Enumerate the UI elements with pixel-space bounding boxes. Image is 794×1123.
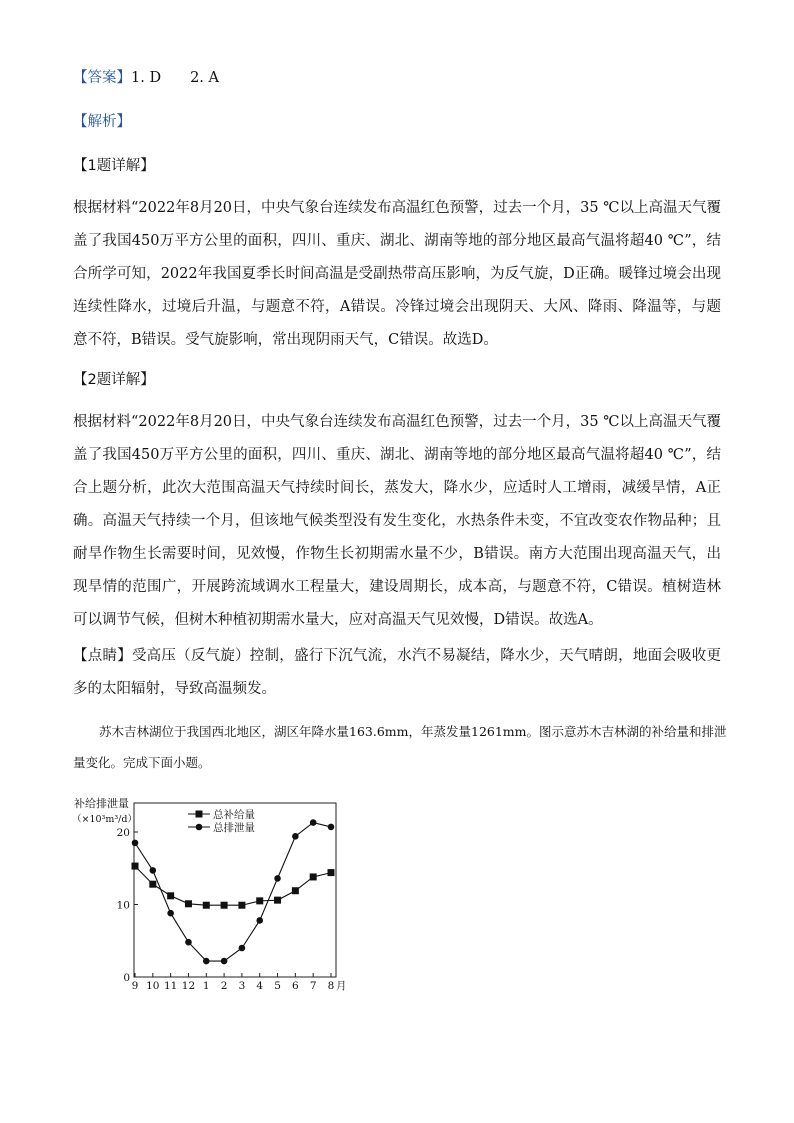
recharge-point — [221, 902, 228, 909]
recharge-point — [132, 863, 139, 870]
answer-line — [73, 68, 219, 88]
discharge-point — [310, 819, 317, 826]
recharge-point — [328, 869, 335, 876]
x-tick-label: 5 — [274, 980, 281, 992]
discharge-point — [292, 833, 299, 840]
discharge-point — [328, 824, 335, 831]
x-unit-label: 月 — [336, 980, 347, 992]
discharge-point — [132, 840, 139, 847]
x-tick-label: 1 — [202, 980, 210, 992]
recharge-point — [274, 897, 281, 904]
discharge-point — [167, 910, 174, 917]
discharge-point — [274, 875, 281, 882]
x-tick-label: 4 — [256, 980, 264, 992]
y-axis-label-line2: （×10³m³/d） — [72, 814, 137, 825]
q2-heading: 【2题详解】 — [73, 372, 155, 388]
y-tick-label: 0 — [123, 972, 130, 984]
x-tick-label: 3 — [238, 980, 246, 992]
recharge-point — [238, 902, 245, 909]
y-tick-label: 10 — [116, 899, 130, 912]
legend — [188, 808, 255, 834]
tip-paragraph — [73, 640, 721, 706]
x-tick-label: 7 — [309, 980, 317, 992]
recharge-point — [310, 873, 317, 880]
legend-label: 总排泄量 — [213, 822, 255, 834]
recharge-point — [185, 900, 192, 907]
recharge-point — [256, 897, 263, 904]
x-tick-label: 9 — [131, 980, 139, 992]
legend-label: 总补给量 — [213, 809, 255, 821]
x-ticks — [132, 973, 335, 992]
recharge-point — [292, 887, 299, 894]
legend-square-marker — [196, 811, 203, 818]
discharge-point — [185, 939, 192, 946]
analysis-tag: 【解析】 — [73, 114, 131, 130]
legend-circle-marker — [196, 824, 203, 831]
x-tick-label: 10 — [146, 980, 160, 992]
x-tick-label: 12 — [181, 980, 196, 992]
y-axis-label-line1: 补给排泄量 — [74, 797, 129, 810]
answer-text: 1. D 2. A — [131, 70, 219, 86]
tip-tag: 【点睛】 — [73, 648, 132, 664]
discharge-point — [203, 958, 210, 965]
x-tick-label: 6 — [292, 980, 299, 992]
discharge-point — [239, 945, 246, 952]
series-lines — [132, 819, 335, 964]
recharge-point — [167, 892, 174, 899]
discharge-point — [256, 917, 263, 924]
recharge-discharge-chart — [60, 796, 360, 996]
x-tick-label: 11 — [163, 980, 178, 992]
recharge-point — [149, 881, 156, 888]
question-intro: 苏木吉林湖位于我国西北地区，湖区年降水量163.6mm，年蒸发量1261mm。图示意苏木吉林湖的补给量和排泄量变化。完成下面小题。 — [73, 724, 727, 770]
q1-heading: 【1题详解】 — [73, 158, 155, 174]
y-ticks — [117, 827, 138, 984]
q2-body: 根据材料“2022年8月20日，中央气象台连续发布高温红色预警，过去一个月，35 ℃以上高温天气覆盖了我国450万平方公里的面积，四川、重庆、湖北、湖南等地的部分地区最高气温将超40 ℃”，结合上题分析，此次大范围高温天气持续时间长，蒸发大，降水少，应适时人工增雨，减缓旱情，A正确。高温天气持续一个月，但该地气候类型没有发生变化，水热条件未变，不宜改变农作物品种；且耐旱作物生长需要时间，见效慢，作物生长初期需水量不少，B错误。南方大范围出现高温天气，出现旱情的范围广，开展跨流域调水工程量大，建设周期长，成本高，与题意不符，C错误。植树造林可以调节气候，但树木种植初期需水量大，应对高温天气见效慢，D错误。故选A。 — [73, 414, 721, 628]
y-tick-label: 20 — [116, 827, 130, 839]
x-tick-label: 8 — [327, 980, 335, 992]
tip-body: 受高压（反气旋）控制，盛行下沉气流，水汽不易凝结，降水少，天气晴朗，地面会吸收更多的太阳辐射，导致高温频发。 — [73, 648, 722, 697]
discharge-point — [221, 958, 228, 965]
recharge-point — [203, 902, 210, 909]
answer-tag: 【答案】 — [73, 70, 131, 86]
q1-body: 根据材料“2022年8月20日，中央气象台连续发布高温红色预警，过去一个月，35 ℃以上高温天气覆盖了我国450万平方公里的面积，四川、重庆、湖北、湖南等地的部分地区最高气温将超40 ℃”，结合所学可知，2022年我国夏季长时间高温是受副热带高压影响，为反气旋，D正确。暖锋过境会出现连续性降水，过境后升温，与题意不符，A错误。冷锋过境会出现阴天、大风、降雨、降温等，与题意不符，B错误。受气旋影响，常出现阴雨天气，C错误。故选D。 — [73, 200, 721, 348]
x-tick-label: 2 — [220, 980, 228, 992]
discharge-point — [150, 867, 157, 874]
